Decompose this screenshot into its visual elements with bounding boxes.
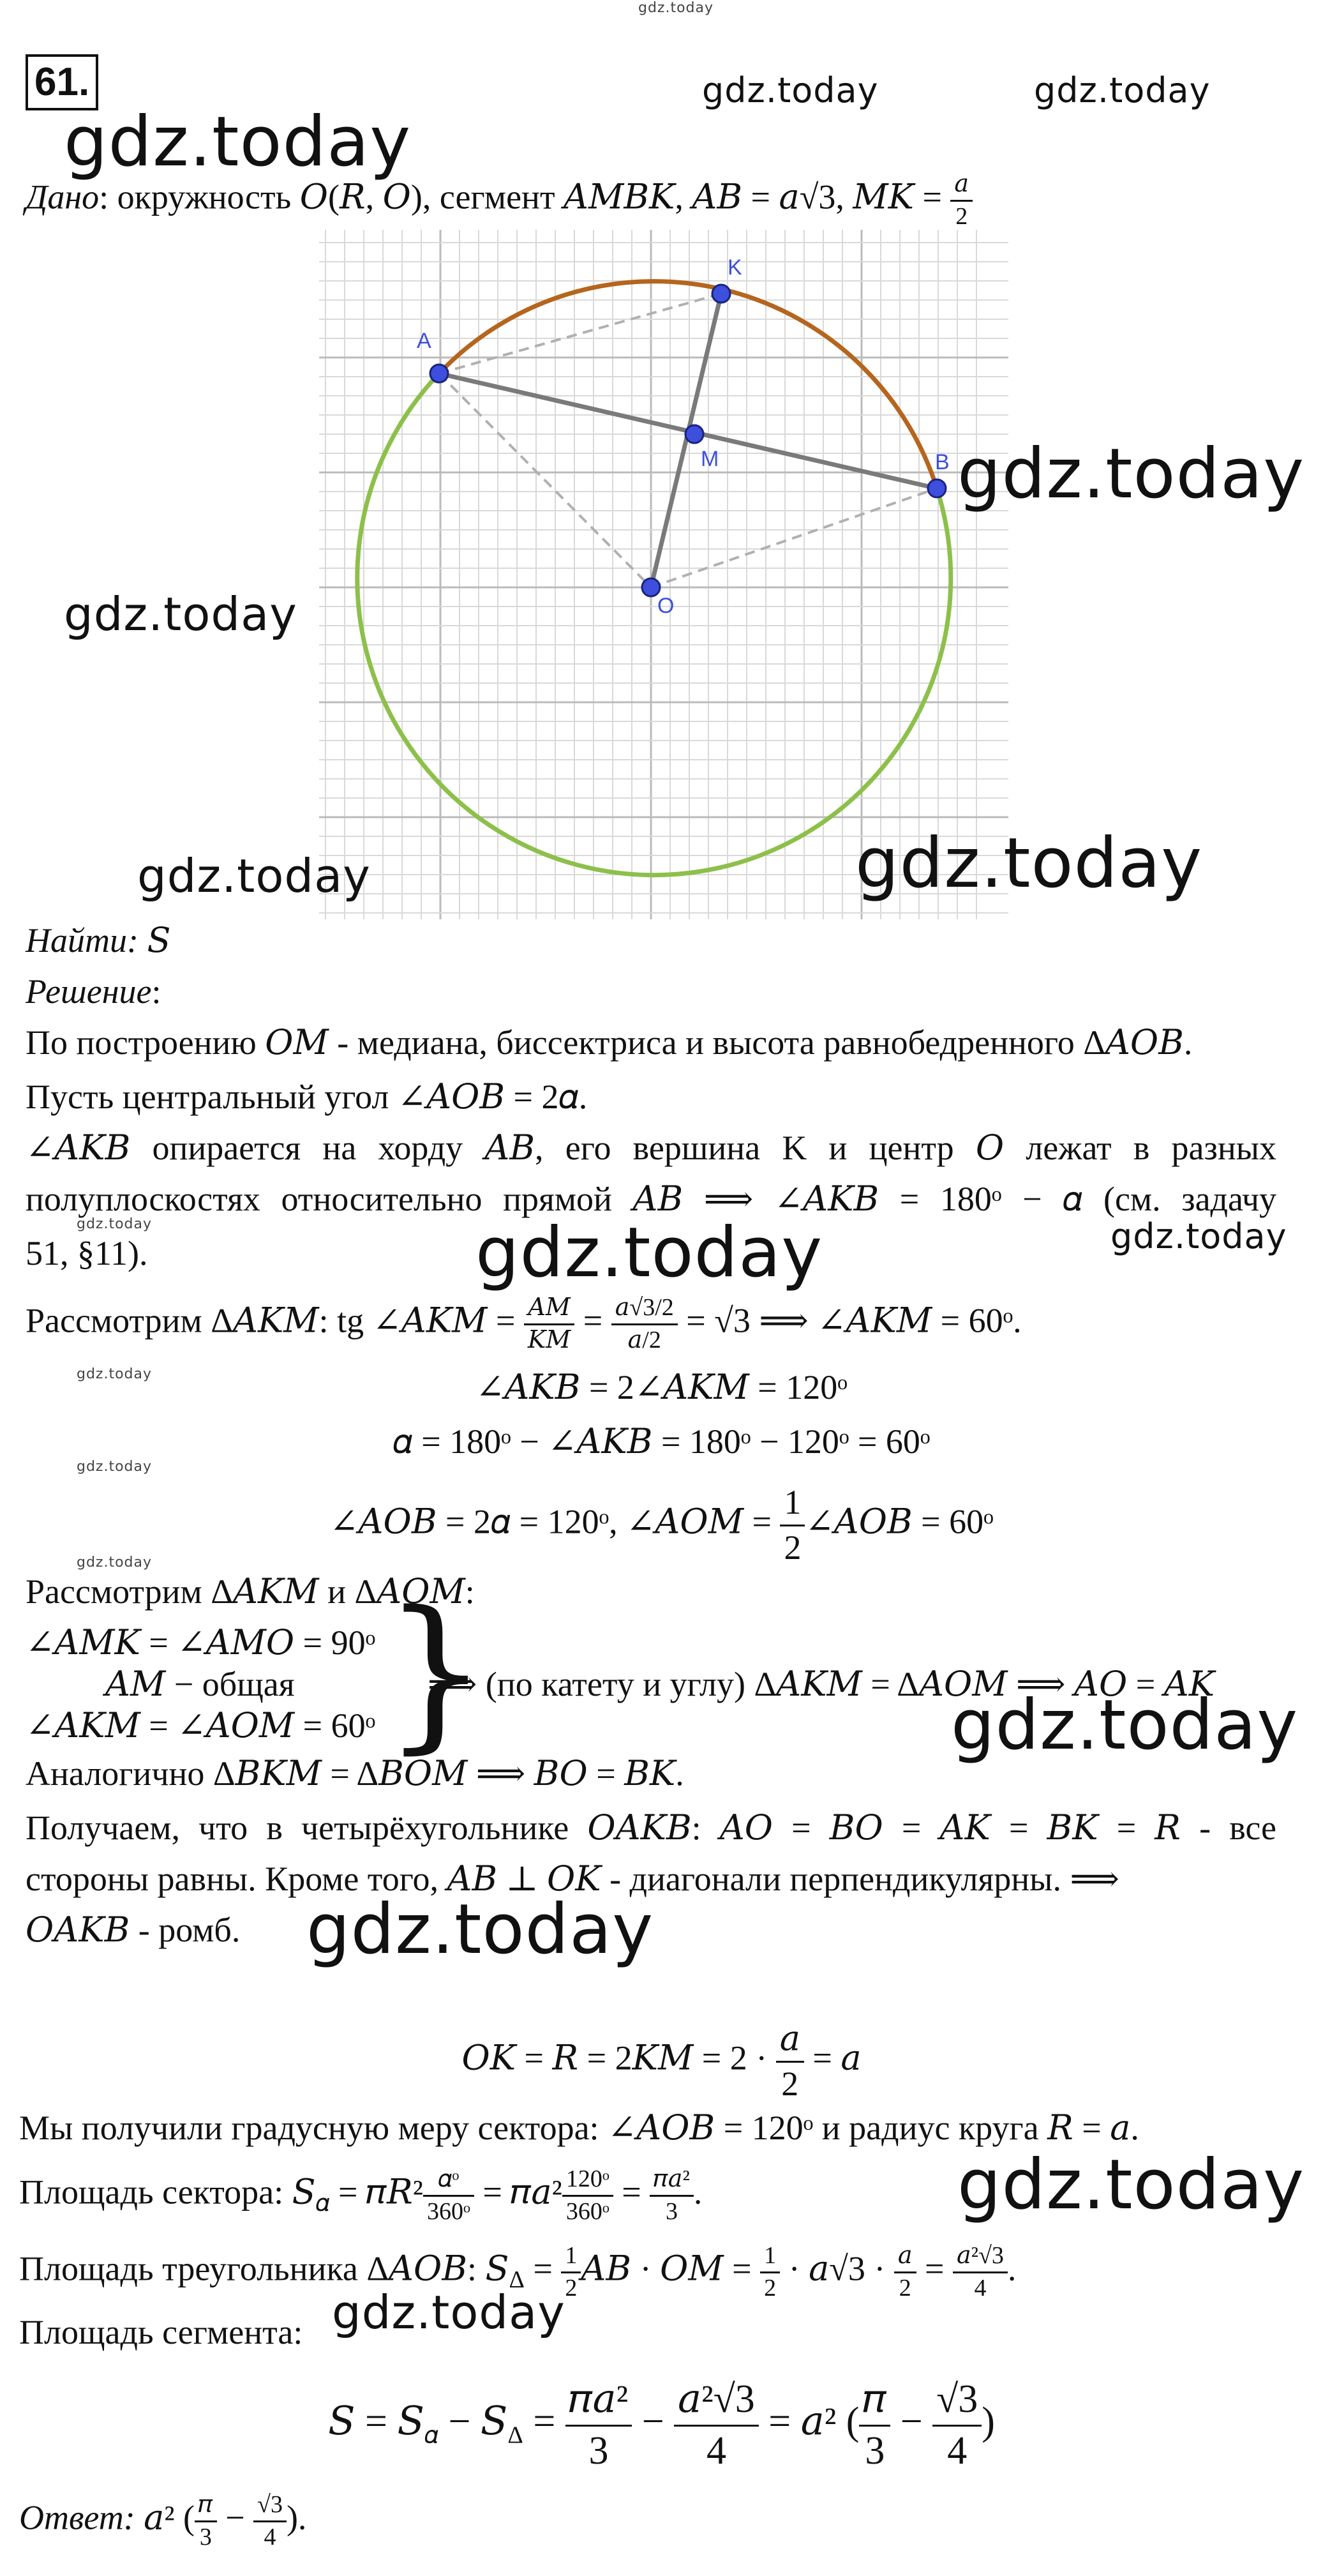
line-8: Аналогично Δ𝐵𝐾𝑀 = Δ𝐵𝑂𝑀 ⟹ 𝐵𝑂 = 𝐵𝐾.	[26, 1754, 684, 1793]
line-11: 𝑂𝐴𝐾𝐵 - ромб.	[26, 1911, 241, 1949]
eq4-frac-num: 𝑎	[776, 2017, 804, 2063]
line-12: Мы получили градусную меру сектора: ∠𝐴𝑂𝐵 = 120ᵒ и радиус круга 𝑅 = 𝑎.	[19, 2109, 1139, 2147]
solution-label-line: Решение:	[26, 972, 161, 1011]
given-fraction	[950, 169, 973, 232]
answer-close: ).	[286, 2498, 307, 2537]
eq5-frac-3-den: 3	[865, 2429, 885, 2473]
sector-frac-2-den: 360ᵒ	[565, 2197, 609, 2225]
line-15: Площадь сегмента:	[19, 2313, 303, 2351]
label-M: M	[701, 447, 719, 471]
eq5-frac-2-den: 4	[706, 2429, 726, 2473]
sector-frac-1-num: 𝛼ᵒ	[423, 2164, 474, 2197]
sector-frac-1	[423, 2164, 474, 2227]
eq5-minus: −	[632, 2400, 675, 2444]
eq5-frac-4-den: 4	[947, 2429, 968, 2473]
watermark-bottom-left-fig: gdz.today	[137, 849, 371, 903]
tri-frac-3-num: 𝑎	[894, 2241, 916, 2273]
sector-frac-1-den: 360ᵒ	[426, 2197, 470, 2225]
tri-frac-4	[953, 2241, 1008, 2303]
tg-frac-2-num: 𝑎√3/2	[611, 1293, 678, 1325]
eq5-frac-2	[674, 2375, 759, 2476]
tri-frac-2-den: 2	[764, 2274, 777, 2301]
sector-frac-2	[562, 2164, 613, 2227]
eq4-frac	[776, 2017, 804, 2105]
line-5: 51, §11).	[26, 1234, 148, 1272]
label-K: K	[728, 255, 742, 280]
sector-mid-2: = 𝜋𝑎²	[474, 2173, 562, 2211]
watermark-bottom-right-fig: gdz.today	[855, 824, 1203, 903]
dashed-OB	[651, 488, 937, 587]
eq3-suffix: ∠𝐴𝑂𝐵 = 60ᵒ	[805, 1502, 994, 1541]
equation-1: ∠𝐴𝐾𝐵 = 2∠𝐴𝐾𝑀 = 120ᵒ	[475, 1368, 848, 1406]
line-13	[19, 2164, 702, 2227]
point-A	[430, 365, 448, 382]
watermark-mid-right: gdz.today	[1110, 1216, 1287, 1256]
circle-figure	[319, 230, 1008, 919]
find-label: Найти	[26, 921, 127, 960]
tri-frac-2	[760, 2241, 780, 2303]
tri-end: .	[1007, 2249, 1017, 2288]
watermark-mid-big: gdz.today	[475, 1213, 823, 1293]
equation-5	[0, 2375, 1323, 2476]
answer-frac-1	[195, 2490, 217, 2552]
answer-frac-2-den: 4	[264, 2523, 276, 2550]
watermark-top-right: gdz.today	[1034, 70, 1211, 110]
tg-frac-2	[611, 1293, 678, 1355]
tri-frac-3	[894, 2241, 916, 2303]
answer-frac-1-num: 𝜋	[195, 2490, 217, 2522]
equation-4	[0, 2017, 1323, 2105]
system-line-1: ∠𝐴𝑀𝐾 = ∠𝐴𝑀𝑂 = 90ᵒ	[26, 1623, 376, 1662]
given-text: : окружность 𝑂(𝑅, 𝑂), сегмент 𝐴𝑀𝐵𝐾, 𝐴𝐵 = 𝑎√3, 𝑀𝐾 =	[99, 177, 951, 216]
tg-eq: =	[574, 1301, 611, 1340]
find-line	[26, 919, 170, 963]
tri-sub: Δ	[509, 2266, 525, 2294]
eq5-eq-2: = 𝑎² (	[758, 2400, 860, 2444]
tg-frac-1-den: 𝐾𝑀	[527, 1326, 571, 1353]
tri-frac-1-num: 1	[561, 2241, 581, 2273]
dashed-AK	[439, 294, 721, 373]
tg-frac-1-num: 𝐴𝑀	[524, 1293, 574, 1325]
eq5-mid: − 𝑆	[438, 2400, 508, 2444]
eq3-prefix: ∠𝐴𝑂𝐵 = 2𝛼 = 120ᵒ, ∠𝐴𝑂𝑀 =	[329, 1502, 781, 1541]
eq5-frac-3	[859, 2375, 890, 2476]
sector-frac-3-num: 𝜋𝑎²	[650, 2164, 694, 2197]
system-line-2: 𝐴𝑀 − общая	[105, 1665, 295, 1703]
eq5-frac-1-num: 𝜋𝑎²	[565, 2375, 632, 2427]
point-M	[685, 425, 703, 443]
eq5-frac-3-num: 𝜋	[859, 2375, 890, 2427]
line-10: стороны равны. Кроме того, 𝐴𝐵 ⊥ 𝑂𝐾 - диагонали перпендикулярны. ⟹	[26, 1860, 1119, 1898]
eq5-prefix: 𝑆 = 𝑆	[328, 2400, 424, 2444]
tg-suffix: = √3 ⟹ ∠𝐴𝐾𝑀 = 60ᵒ.	[677, 1301, 1022, 1340]
sector-prefix: Площадь сектора: 𝑆	[19, 2173, 316, 2211]
watermark-right-big2: gdz.today	[951, 1685, 1299, 1765]
eq5-sub-1: 𝛼	[424, 2422, 438, 2449]
watermark-tiny-1: gdz.today	[77, 1216, 153, 1232]
tg-prefix: Рассмотрим Δ𝐴𝐾𝑀: tg ∠𝐴𝐾𝑀 =	[26, 1301, 524, 1340]
answer-label: Ответ:	[19, 2498, 135, 2537]
tg-frac-1	[524, 1293, 574, 1355]
given-frac-num: 𝑎	[950, 169, 973, 202]
sector-mid-3: =	[613, 2173, 650, 2211]
tri-frac-1-den: 2	[565, 2274, 578, 2301]
system-line-3: ∠𝐴𝐾𝑀 = ∠𝐴𝑂𝑀 = 60ᵒ	[26, 1706, 376, 1745]
tri-frac-4-num: 𝑎²√3	[953, 2241, 1008, 2273]
line-3: ∠𝐴𝐾𝐵 опирается на хорду 𝐴𝐵, его вершина K и центр 𝑂 лежат в разных	[26, 1129, 1276, 1167]
system-result: ⟹ (по катету и углу) Δ𝐴𝐾𝑀 = Δ𝐴𝑂𝑀 ⟹ 𝐴𝑂 = 𝐴𝐾	[428, 1665, 1215, 1703]
sector-mid: = 𝜋𝑅²	[329, 2173, 423, 2211]
watermark-big-left: gdz.today	[64, 102, 412, 182]
eq5-eq: =	[523, 2400, 565, 2444]
answer-frac-2	[253, 2490, 287, 2552]
sector-sub: 𝛼	[315, 2190, 330, 2217]
sector-frac-3	[650, 2164, 694, 2227]
sector-frac-3-den: 3	[666, 2197, 678, 2225]
tri-mid-4: =	[916, 2249, 953, 2288]
answer-minus: −	[216, 2498, 254, 2537]
given-frac-den: 2	[955, 202, 968, 230]
find-value: : 𝑆	[127, 921, 171, 960]
tg-frac-2-den: 𝑎/2	[627, 1326, 661, 1353]
answer-frac-2-num: √3	[253, 2490, 287, 2522]
system-brace: }	[383, 1576, 489, 1769]
eq5-frac-4-num: √3	[932, 2375, 982, 2427]
eq3-frac-den: 2	[784, 1528, 802, 1567]
line-6	[26, 1293, 1022, 1355]
line-9: Получаем, что в четырёхугольнике 𝑂𝐴𝐾𝐵: 𝐴𝑂 = 𝐵𝑂 = 𝐴𝐾 = 𝐵𝐾 = 𝑅 - все	[26, 1809, 1276, 1847]
eq5-sub-2: Δ	[507, 2422, 523, 2449]
watermark-romb-big: gdz.today	[306, 1890, 654, 1970]
eq5-close: )	[982, 2400, 995, 2444]
eq3-frac	[780, 1481, 805, 1569]
line-7: Рассмотрим Δ𝐴𝐾𝑀 и Δ𝐴𝑂𝑀:	[26, 1572, 475, 1611]
sector-end: .	[693, 2173, 703, 2211]
watermark-left-mid: gdz.today	[64, 587, 297, 641]
tri-frac-3-den: 2	[899, 2274, 911, 2301]
line-1: По построению 𝑂𝑀 - медиана, биссектриса и высота равнобедренного Δ𝐴𝑂𝐵.	[26, 1023, 1193, 1062]
watermark-right-b: gdz.today	[957, 434, 1305, 514]
watermark-sector-right: gdz.today	[957, 2145, 1305, 2225]
line-4: полуплоскостях относительно прямой 𝐴𝐵 ⟹ ∠𝐴𝐾𝐵 = 180ᵒ − 𝛼 (см. задачу	[26, 1180, 1276, 1218]
solution-label: Решение	[26, 972, 152, 1011]
tri-mid-3: · 𝑎√3 ·	[780, 2249, 894, 2288]
given-label: Дано	[26, 177, 100, 216]
label-O: O	[657, 594, 675, 618]
point-B	[928, 479, 946, 497]
watermark-top-mid: gdz.today	[702, 70, 879, 110]
line-2: Пусть центральный угол ∠𝐴𝑂𝐵 = 2𝛼.	[26, 1078, 588, 1116]
eq4-frac-den: 2	[781, 2064, 799, 2103]
watermark-tiny-4: gdz.today	[77, 1555, 153, 1570]
label-A: A	[417, 329, 431, 353]
eq4-suffix: = 𝑎	[804, 2038, 862, 2077]
tri-frac-2-num: 1	[760, 2241, 780, 2273]
dashed-AO	[439, 373, 651, 587]
tri-prefix: Площадь треугольника Δ𝐴𝑂𝐵: 𝑆	[19, 2249, 509, 2288]
given-line	[26, 169, 973, 232]
eq3-frac-num: 1	[780, 1481, 805, 1526]
tri-mid: =	[524, 2249, 562, 2288]
answer-prefix: 𝑎² (	[135, 2498, 195, 2537]
equation-2: 𝛼 = 180ᵒ − ∠𝐴𝐾𝐵 = 180ᵒ − 120ᵒ = 60ᵒ	[392, 1422, 931, 1461]
eq5-minus-2: −	[890, 2400, 933, 2444]
answer-line	[19, 2490, 306, 2552]
eq5-frac-1	[565, 2375, 632, 2476]
watermark-tiny-2: gdz.today	[77, 1366, 153, 1382]
watermark-top-tiny: gdz.today	[638, 0, 714, 16]
tri-frac-4-den: 4	[974, 2274, 987, 2301]
label-B: B	[935, 450, 950, 474]
watermark-triangle-mid: gdz.today	[332, 2286, 565, 2339]
eq5-frac-4	[932, 2375, 982, 2476]
eq5-frac-1-den: 3	[588, 2429, 609, 2473]
answer-frac-1-den: 3	[199, 2523, 212, 2550]
sector-frac-2-num: 120ᵒ	[562, 2164, 613, 2197]
point-K	[712, 285, 730, 303]
problem-number: 61.	[26, 54, 98, 110]
tri-mid-2: 𝐴𝐵 · 𝑂𝑀 =	[581, 2249, 761, 2288]
equation-3	[0, 1481, 1323, 1569]
watermark-tiny-3: gdz.today	[77, 1459, 153, 1475]
eq4-prefix: 𝑂𝐾 = 𝑅 = 2𝐾𝑀 = 2 ·	[461, 2038, 776, 2077]
eq5-frac-2-num: 𝑎²√3	[674, 2375, 759, 2427]
